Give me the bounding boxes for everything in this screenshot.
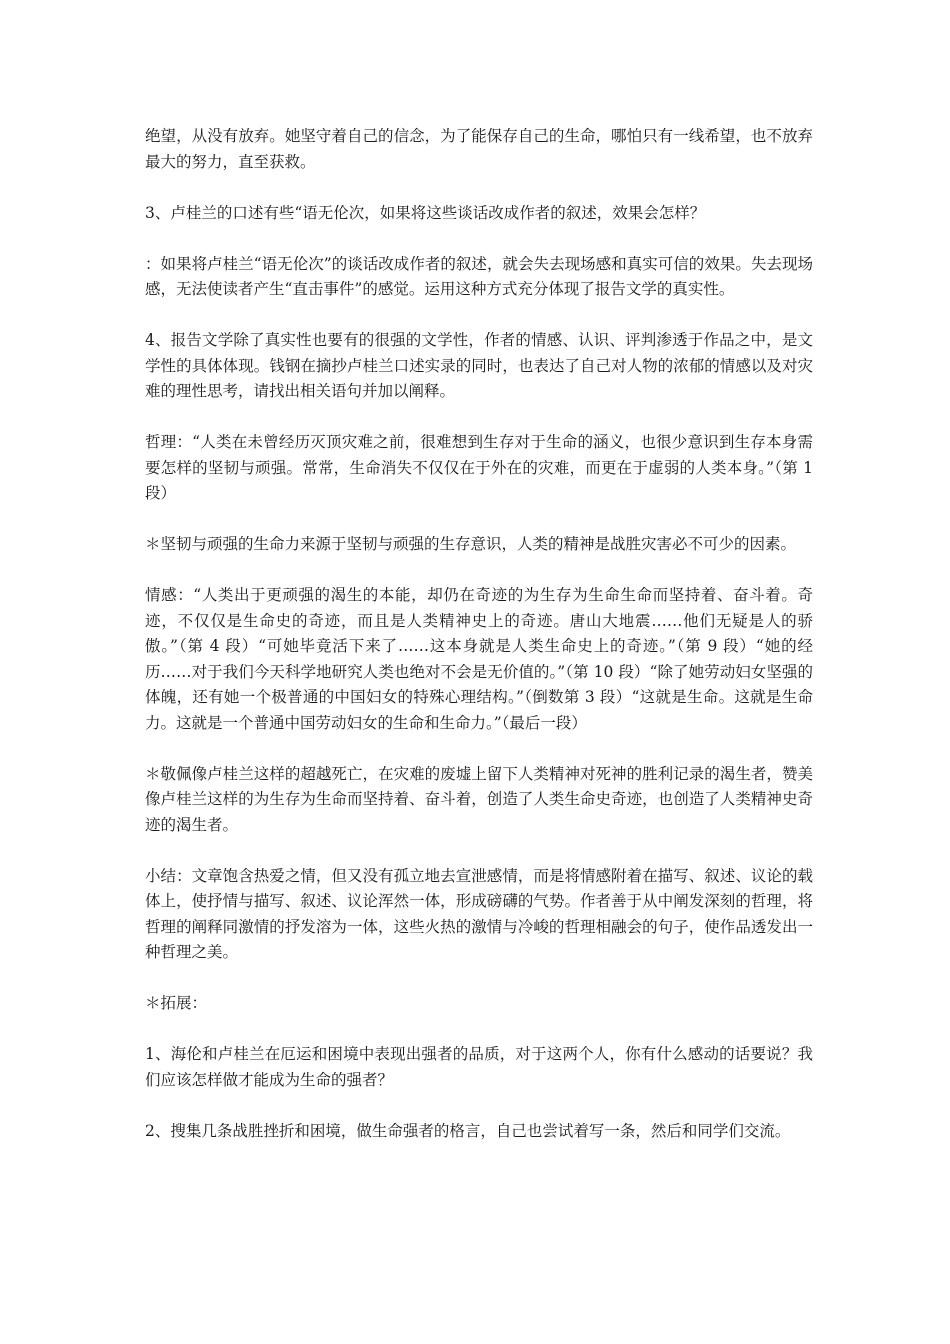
emotion-quotes: 情感：“人类出于更顽强的渴生的本能，却仍在奇迹的为生存为生命生命而坚持着、奋斗着。奇迹，不仅仅是生命史的奇迹，而且是人类精神史上的奇迹。唐山大地震……他们无疑是人的骄傲。”（第 4 段）“可她毕竟活下来了……这本身就是人类生命史上的奇迹。”（第 9 段）“她的经历……对于我们今天科学地研究人类也绝对不会是无价值的。”（第 10 段）“除了她劳动妇女坚强的体魄，还有她一个极普通的中国妇女的特殊心理结构。”（倒数第 3 段）“这就是生命。这就是生命力。这就是一个普通中国劳动妇女的生命和生命力。”（最后一段） [145,586,813,732]
extension-item-2: 2、搜集几条战胜挫折和困境，做生命强者的格言，自己也尝试着写一条，然后和同学们交流。 [145,1121,791,1140]
answer-3: ：如果将卢桂兰“语无伦次”的谈话改成作者的叙述，就会失去现场感和真实可信的效果。失去现场感，无法使读者产生“直击事件”的感觉。运用这种方式充分体现了报告文学的真实性。 [145,254,813,298]
extension-item-1: 1、海伦和卢桂兰在厄运和困境中表现出强者的品质，对于这两个人，你有什么感动的话要说？我们应该怎样做才能成为生命的强者？ [145,1045,813,1089]
emotion-note: ＊敬佩像卢桂兰这样的超越死亡，在灾难的废墟上留下人类精神对死神的胜利记录的渴生者，赞美像卢桂兰这样的为生存为生命而坚持着、奋斗着，创造了人类生命史奇迹，也创造了人类精神史奇迹的渴生者。 [145,764,813,834]
philosophy-quote: 哲理：“人类在未曾经历灭顶灾难之前，很难想到生存对于生命的涵义，也很少意识到生存本身需要怎样的坚韧与顽强。常常，生命消失不仅仅在于外在的灾难，而更在于虚弱的人类本身。”（第 1 段） [145,433,813,502]
question-3: 3、卢桂兰的口述有些“语无伦次，如果将这些谈话改成作者的叙述，效果会怎样？ [145,203,706,222]
document-body [145,124,813,1170]
paragraph-continuation: 绝望，从没有放弃。她坚守着自己的信念，为了能保存自己的生命，哪怕只有一线希望，也不放弃最大的努力，直至获救。 [145,127,813,171]
philosophy-note: ＊坚韧与顽强的生命力来源于坚韧与顽强的生存意识，人类的精神是战胜灾害必不可少的因素。 [145,535,797,553]
summary: 小结：文章饱含热爱之情，但又没有孤立地去宣泄感情，而是将情感附着在描写、叙述、议论的载体上，使抒情与描写、叙述、议论浑然一体，形成磅礴的气势。作者善于从中阐发深刻的哲理，将哲理的阐释同激情的抒发溶为一体，这些火热的激情与冷峻的哲理相融会的句子，使作品透发出一种哲理之美。 [145,866,813,961]
question-4: 4、报告文学除了真实性也要有的很强的文学性，作者的情感、认识、评判渗透于作品之中，是文学性的具体体现。钱钢在摘抄卢桂兰口述实录的同时，也表达了自己对人物的浓郁的情感以及对灾难的理性思考，请找出相关语句并加以阐释。 [145,331,813,400]
extension-heading: ＊拓展： [145,994,208,1012]
